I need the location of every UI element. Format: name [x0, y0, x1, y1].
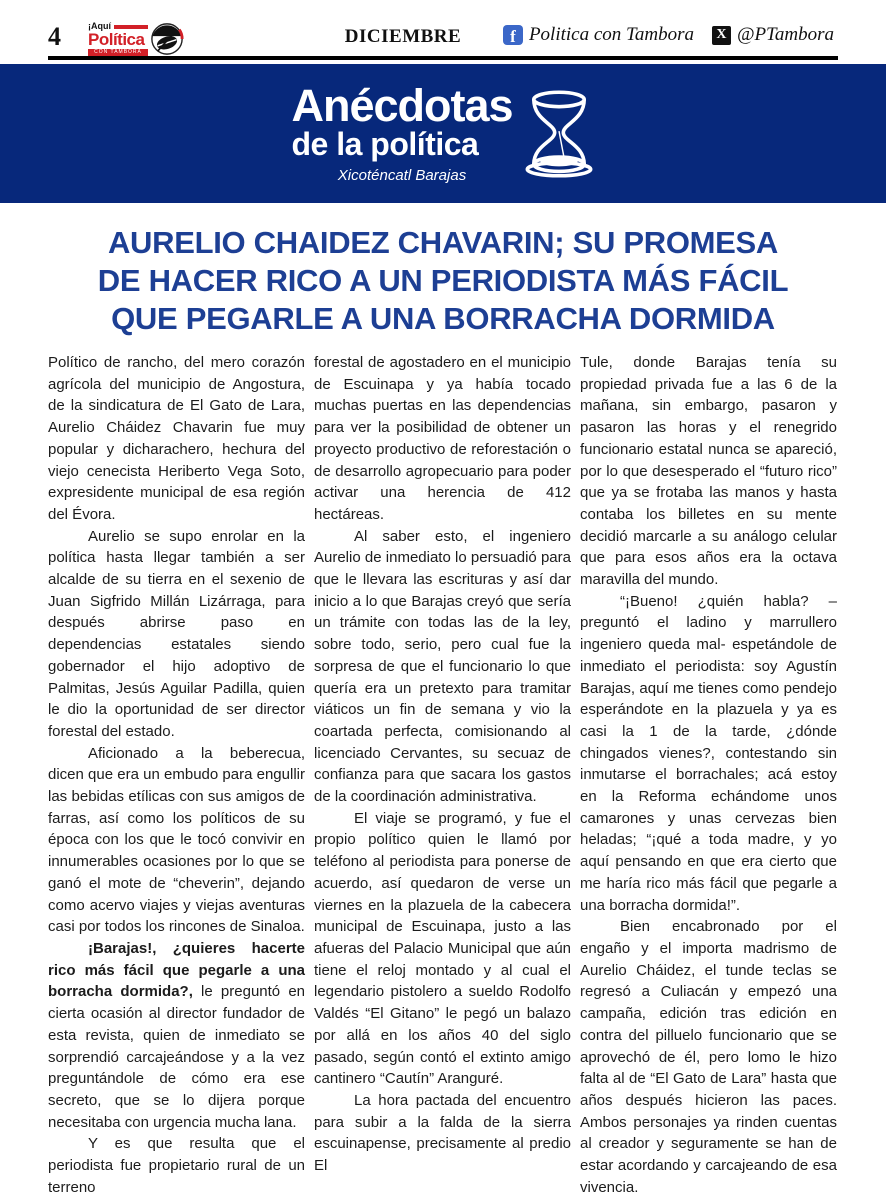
header-divider [48, 56, 838, 60]
logo-con-tambora-text: CON TAMBORA [88, 49, 148, 56]
headline-line: QUE PEGARLE A UNA BORRACHA DORMIDA [111, 301, 775, 336]
paragraph: Bien encabronado por el engaño y el importa madrismo de Aurelio Cháidez, el tunde teclas se regresó a Culiacán y empezó una campaña, edición tras edición en contra del pilluelo funcionario que se aprovechó de él, pero lomo le hizo falta al de “El Gato de Lara” hasta que años después hicieron las paces. Ambos personajes ya rinden cuentas al creador y seguramente se han de estar acordando y carcajeando de esa vivencia. [580, 918, 837, 1196]
logo-politica-text: Política [88, 30, 145, 49]
paragraph: Aurelio se supo enrolar en la política hasta llegar también a ser alcalde de su tierra en el sexenio de Juan Sigfrido Millán Lizárraga, para después abrirse paso en dependencias estatales siendo gobernador el hijo adoptivo de Palmitas, Jesús Aguilar Padilla, quien le dio la oportunidad de ser director forestal del estado. [48, 527, 305, 740]
column-author: Xicoténcatl Barajas [337, 166, 467, 184]
month-label: DICIEMBRE [344, 26, 462, 47]
section-title-line1: Anécdotas [291, 80, 513, 132]
x-handle [712, 24, 834, 46]
paragraph: forestal de agostadero en el municipio de Escuinapa y ya había tocado muchas puertas en las dependencias para ver la posibilidad de obtener un proyecto productivo de reforestación o de desarrollo agropecuario para poder activar una herencia de 412 hectáreas. [314, 354, 571, 523]
headline-line: DE HACER RICO A UN PERIODISTA MÁS FÁCIL [97, 263, 789, 298]
paragraph: “¡Bueno! ¿quién habla? – preguntó el ladino y marrullero ingeniero queda mal- espetándole de inmediato el periodista: soy Agustín Barajas, aquí me tienes como pendejo esperándote en la plazuela y ya es casi la 1 de la tarde, ¿dónde chingados vienes?, contestando sin inmutarse el borrachales; acá estoy en la Reforma echándome unos camarones y unas cervezas bien heladas; “¡qué a toda madre, y yo aquí pensando en que era cierto que me haría rico más fácil que pegarle a una borracha dormida!”. [580, 592, 837, 914]
article-column [580, 352, 837, 1198]
paragraph: Político de rancho, del mero corazón agrícola del municipio de Angostura, de la sindicatura de El Gato de Lara, Aurelio Cháidez Chavarin fue muy popular y dicharachero, hechura del viejo cenecista Heriberto Vega Soto, expresidente municipal de esa región del Évora. [48, 354, 305, 523]
paragraph: Y es que resulta que el periodista fue propietario rural de un terreno [48, 1135, 305, 1196]
social-handles [503, 24, 834, 46]
section-title-line2: de la política [291, 126, 479, 163]
headline-line: AURELIO CHAIDEZ CHAVARIN; SU PROMESA [107, 225, 779, 260]
paragraph: El viaje se programó, y fue el propio político quien le llamó por teléfono al periodista para ponerse de acuerdo, así quedaron de verse un viernes en la plazuela de la cabecera municipal de Escuinapa, justo a las afueras del Palacio Municipal que aún tiene el reloj montado y al cual el legendario pistolero a sueldo Rodolfo Valdés “El Gitano” le pegó un balazo por allá en los años 40 del siglo pasado, según contó el extinto amigo cantinero “Cautín” Aranguré. [314, 809, 571, 1088]
paragraph-bold-lead: ¡Barajas!, ¿quieres hacerte rico más fácil que pegarle a una borracha dormida?, [48, 939, 305, 1001]
facebook-handle-label: Politica con Tambora [528, 24, 694, 45]
hourglass-icon [523, 82, 595, 186]
logo-red-bar [114, 25, 148, 29]
article-headline [0, 224, 886, 338]
section-banner [0, 64, 886, 203]
paragraph: Tule, donde Barajas tenía su propiedad privada fue a las 6 de la mañana, sin embargo, pasaron y pasaron las horas y el renegrido funcionario estatal nunca se apareció, por lo que desesperado el “futuro rico” que ya se frotaba las manos y hasta contaba los billetes en su mente decidió marcarle a su análogo celular que para esos años era la octava maravilla del mundo. [580, 354, 837, 589]
x-handle-label: @PTambora [736, 24, 834, 45]
page-number: 4 [48, 22, 61, 51]
page-header [0, 0, 886, 56]
article-column [48, 352, 305, 1198]
paragraph: La hora pactada del encuentro para subir a la falda de la sierra escuinapense, precisamente al predio El [314, 1091, 571, 1175]
article [48, 352, 838, 1198]
logo-aqui-text: ¡Aquí [88, 21, 111, 31]
x-twitter-icon: X [712, 26, 731, 45]
tambora-seal-icon [150, 22, 184, 56]
paragraph: Aficionado a la beberecua, dicen que era un embudo para engullir las bebidas etílicas con sus amigos de farras, así como los políticos de su época con los que le tocó convivir en innumerables ocasiones por lo que se ganó el mote de “cheverin”, dejando como acervo viajes y viejas aventuras casi por todos los rincones de Sinaloa. [48, 744, 305, 936]
section-title-block [291, 80, 513, 184]
article-column [314, 352, 571, 1198]
magazine-logo-text [88, 22, 148, 56]
magazine-logo [88, 22, 184, 56]
paragraph: ¡Barajas!, ¿quieres hacerte rico más fácil que pegarle a una borracha dormida?, le preguntó en cierta ocasión al director fundador de esta revista, quien de inmediato se sorprendió carcajeándose y a la vez preguntándole de cómo era ese secreto, que se lo dijera porque necesitaba con urgencia mucha lana. [48, 939, 305, 1131]
paragraph: Al saber esto, el ingeniero Aurelio de inmediato lo persuadió para que le llevara las escrituras y así dar inicio a lo que Barajas creyó que sería un trámite con todas las de la ley, sobre todo, serio, pero cual fue la sorpresa de que el funcionario lo que quería era un pretexto para tramitar viáticos un fin de semana y vio la coartada perfecta, comisionando al licenciado Cervantes, su secuaz de confianza para que sacara los gastos de la coordinación administrativa. [314, 527, 571, 806]
facebook-icon: f [503, 25, 523, 45]
facebook-handle [503, 24, 694, 46]
